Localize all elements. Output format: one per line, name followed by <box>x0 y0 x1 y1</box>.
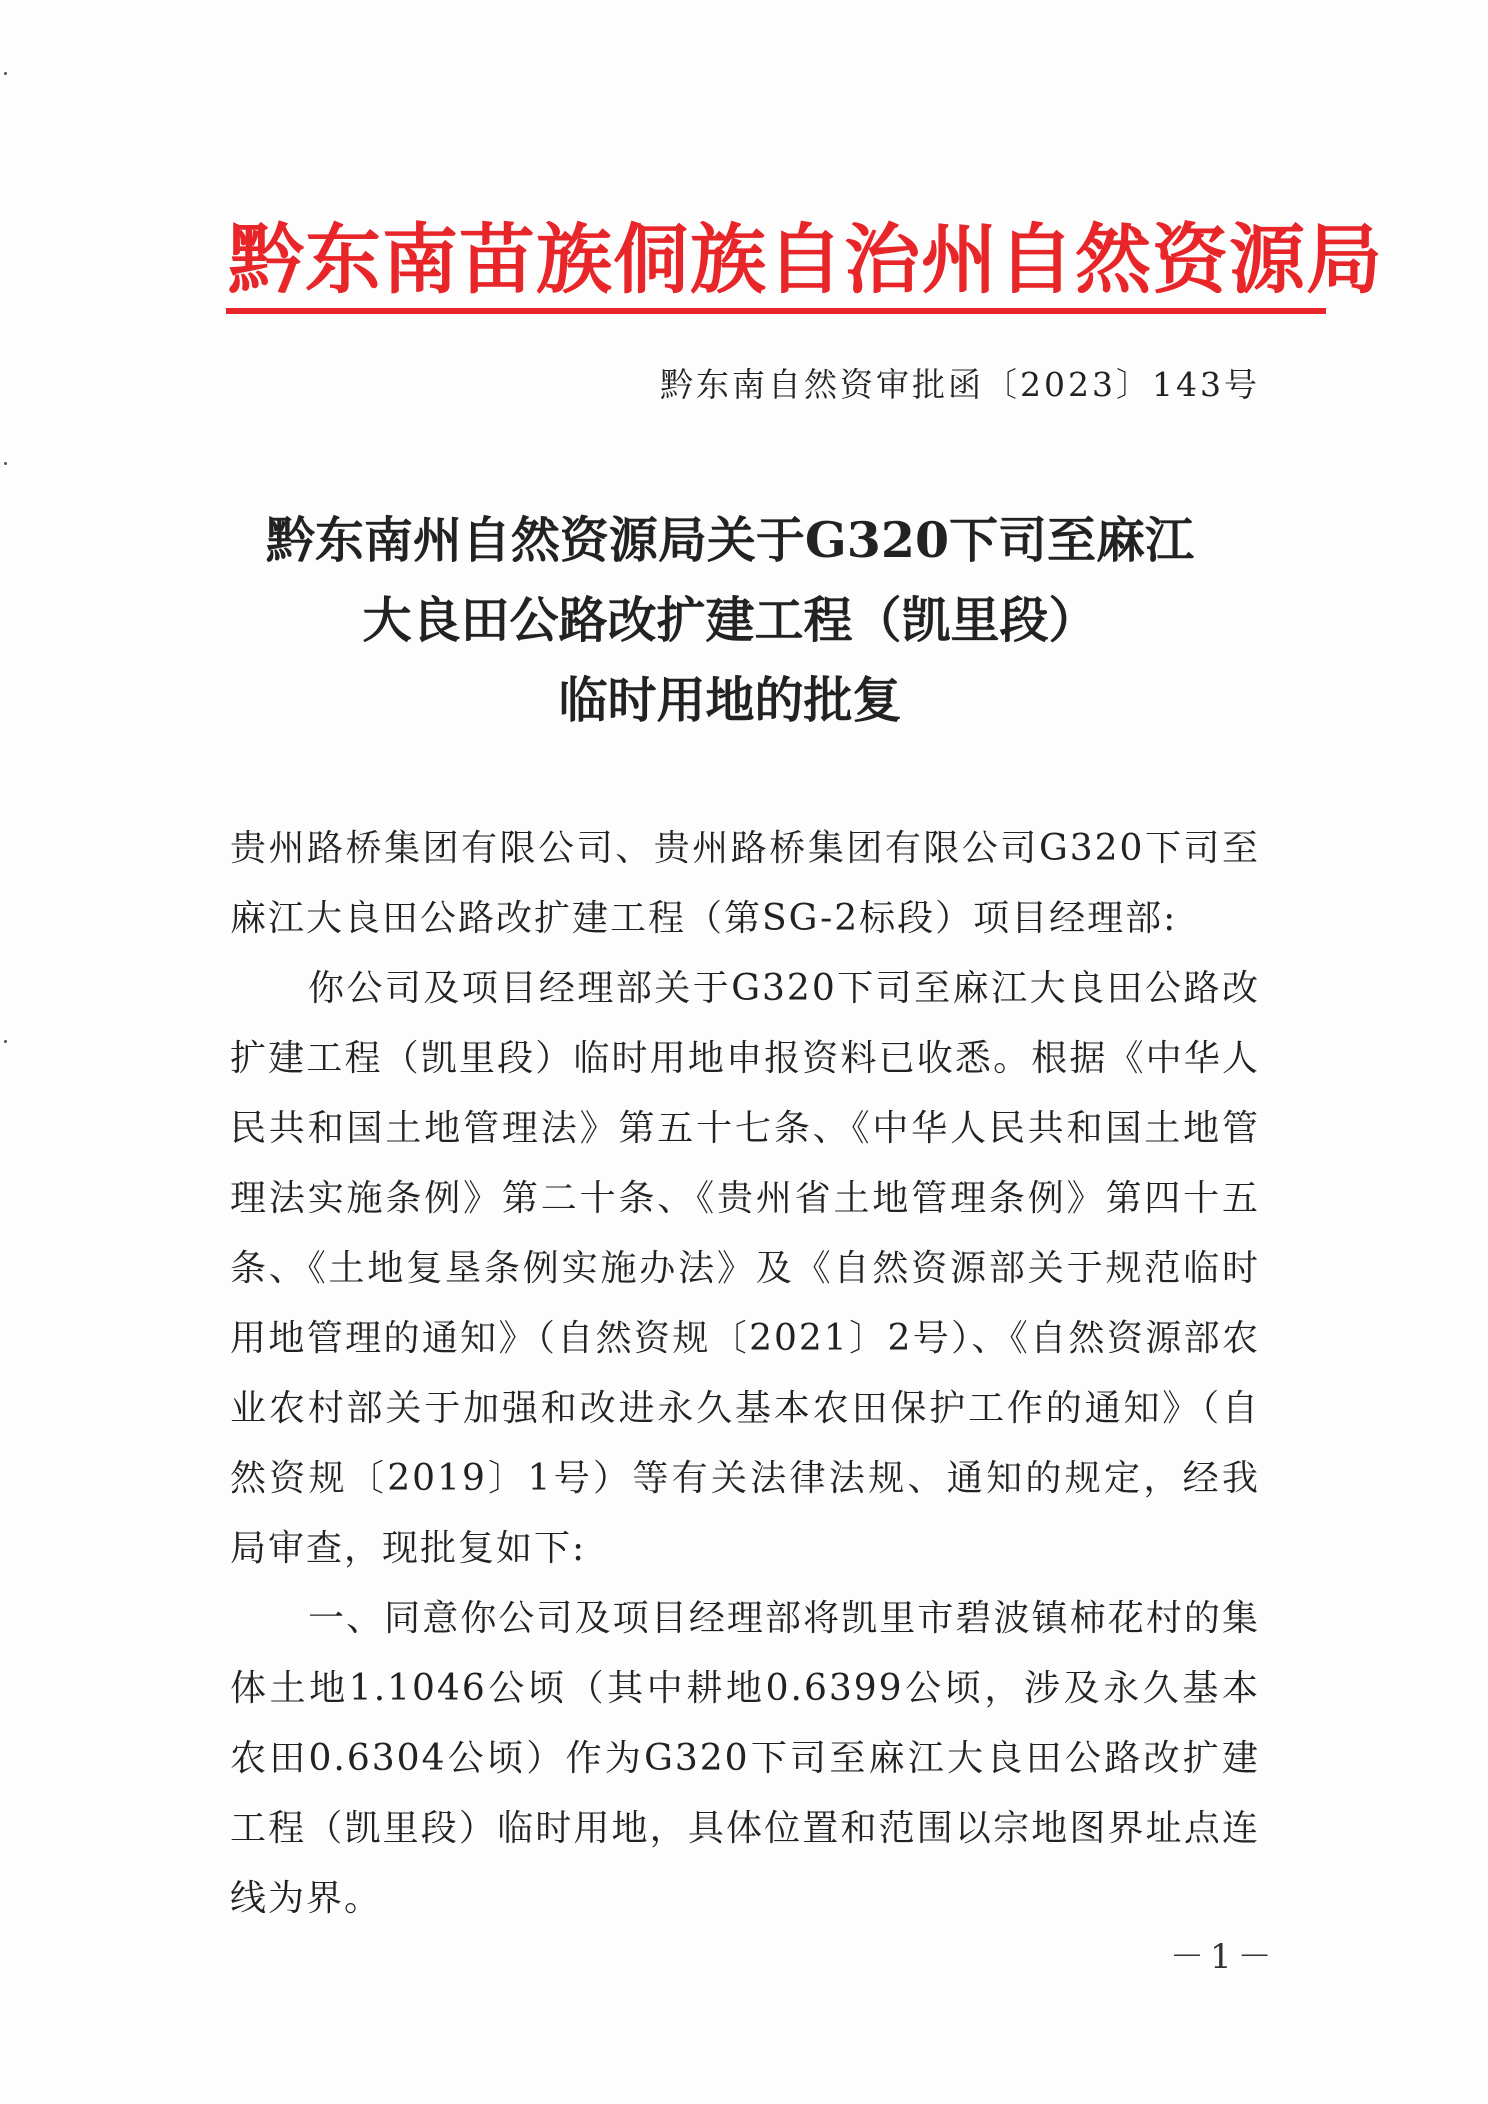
letterhead-red-rule <box>226 308 1326 314</box>
scan-mark <box>4 72 7 75</box>
page-number: －1－ <box>1170 1937 1278 1977</box>
document-body <box>230 814 1260 1934</box>
body-paragraph-1: 你公司及项目经理部关于G320下司至麻江大良田公路改扩建工程（凯里段）临时用地申报资料已收悉。根据《中华人民共和国土地管理法》第五十七条、《中华人民共和国土地管理法实施条例》第二十条、《贵州省土地管理条例》第四十五条、《土地复垦条例实施办法》及《自然资源部关于规范临时用地管理的通知》（自然资规〔2021〕2号）、《自然资源部农业农村部关于加强和改进永久基本农田保护工作的通知》（自然资规〔2019〕1号）等有关法律法规、通知的规定，经我局审查，现批复如下: <box>230 968 1260 1569</box>
scan-mark <box>4 1040 7 1043</box>
body-paragraph-2: 一、同意你公司及项目经理部将凯里市碧波镇柿花村的集体土地1.1046公顷（其中耕地0.6399公顷，涉及永久基本农田0.6304公顷）作为G320下司至麻江大良田公路改扩建工程（凯里段）临时用地，具体位置和范围以宗地图界址点连线为界。 <box>230 1598 1260 1919</box>
document-number: 黔东南自然资审批函〔2023〕143号 <box>660 365 1260 404</box>
title-line-2: 大良田公路改扩建工程（凯里段） <box>362 591 1098 649</box>
document-title <box>200 500 1260 740</box>
title-line-3: 临时用地的批复 <box>558 671 902 729</box>
scan-mark <box>4 462 7 465</box>
agency-letterhead: 黔东南苗族侗族自治州自然资源局 <box>228 215 1383 304</box>
title-line-1: 黔东南州自然资源局关于G320下司至麻江 <box>265 511 1195 569</box>
recipient-line: 贵州路桥集团有限公司、贵州路桥集团有限公司G320下司至麻江大良田公路改扩建工程（第SG-2标段）项目经理部: <box>230 828 1260 939</box>
